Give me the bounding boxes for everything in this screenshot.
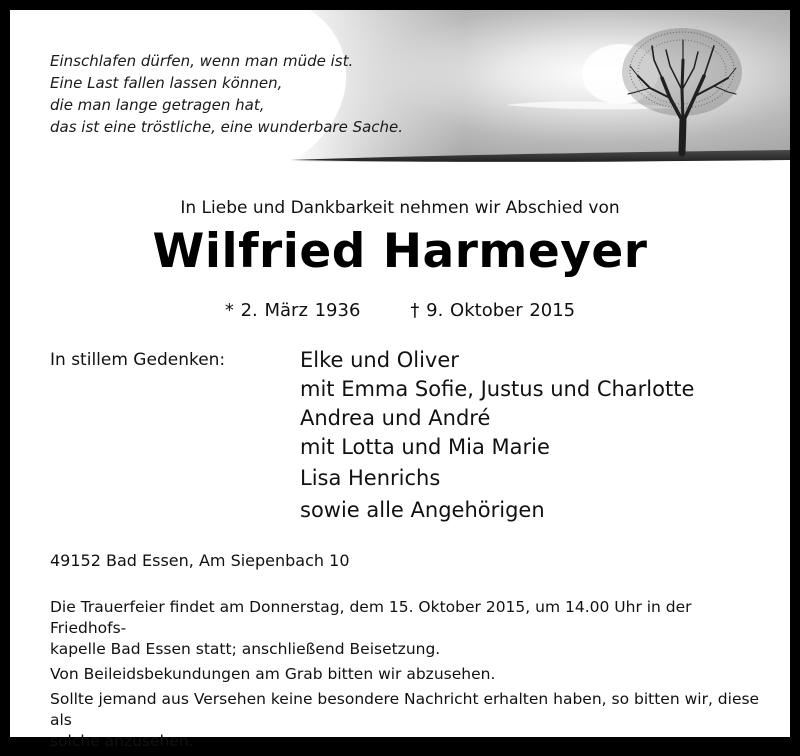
mourner-line: sowie alle Angehörigen xyxy=(300,498,545,522)
poem-line: Eine Last fallen lassen können, xyxy=(50,74,283,92)
poem-line: das ist eine tröstliche, eine wunderbare Sache. xyxy=(50,118,404,136)
deceased-name: Wilfried Harmeyer xyxy=(152,224,648,279)
condolence-notice: Von Beileidsbekundungen am Grab bitten wir abzusehen. xyxy=(50,665,496,683)
birth-date: * 2. März 1936 xyxy=(224,300,361,321)
mourner-line: Elke und Oliver xyxy=(300,348,459,372)
farewell-intro: In Liebe und Dankbarkeit nehmen wir Abschied von xyxy=(180,198,620,218)
address: 49152 Bad Essen, Am Siepenbach 10 xyxy=(50,551,350,570)
funeral-notice-line: Die Trauerfeier findet am Donnerstag, dem 15. Oktober 2015, um 14.00 Uhr in der Friedhofs- xyxy=(50,598,692,637)
gedenken-label: In stillem Gedenken: xyxy=(50,350,226,370)
mourner-line: mit Lotta und Mia Marie xyxy=(300,435,550,459)
notices xyxy=(50,597,760,756)
poem xyxy=(50,50,403,138)
mourner-line: Lisa Henrichs xyxy=(300,466,441,490)
missed-notice xyxy=(50,689,760,752)
obituary-card xyxy=(10,10,790,750)
poem-line: die man lange getragen hat, xyxy=(50,96,265,114)
mourner-line: mit Emma Sofie, Justus und Charlotte xyxy=(300,377,695,401)
missed-notice-line: Sollte jemand aus Versehen keine besondere Nachricht erhalten haben, so bitten wir, diese als xyxy=(50,690,760,729)
life-dates xyxy=(10,300,790,321)
death-date: † 9. Oktober 2015 xyxy=(410,300,576,321)
funeral-notice-line: kapelle Bad Essen statt; anschließend Beisetzung. xyxy=(50,640,441,658)
mourners-list xyxy=(300,346,694,525)
missed-notice-line: solche anzusehen. xyxy=(50,732,194,750)
poem-line: Einschlafen dürfen, wenn man müde ist. xyxy=(50,52,354,70)
mourner-line: Andrea und André xyxy=(300,406,491,430)
funeral-notice xyxy=(50,597,760,660)
